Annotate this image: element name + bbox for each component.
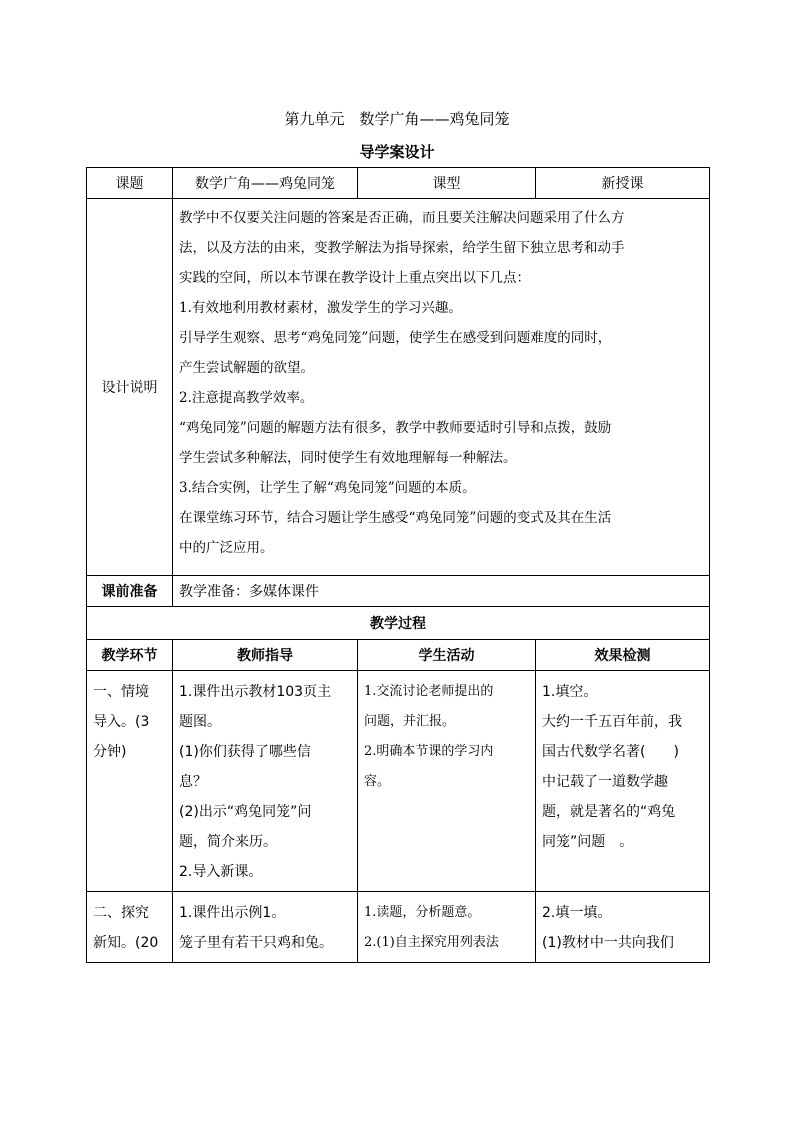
process-row — [87, 671, 710, 892]
lesson-plan-table — [86, 167, 710, 963]
teacher-line: 1.课件出示教材103页主 — [179, 684, 332, 700]
design-line: 产生尝试解题的欲望。 — [179, 360, 314, 376]
design-line: “鸡兔同笼”问题的解题方法有很多，教学中教师要适时引导和点拨，鼓励 — [179, 420, 612, 436]
student-cell — [358, 892, 536, 963]
header-row — [87, 168, 710, 199]
column-header-check: 效果检测 — [536, 640, 710, 671]
teacher-cell — [173, 892, 358, 963]
design-label: 设计说明 — [87, 199, 173, 576]
design-line: 实践的空间，所以本节课在教学设计上重点突出以下几点： — [179, 270, 530, 286]
stage-line: 新知。(20 — [93, 935, 159, 951]
design-line: 3.结合实例，让学生了解“鸡兔同笼”问题的本质。 — [179, 480, 476, 496]
check-line: 2.填一填。 — [542, 905, 612, 921]
stage-cell — [87, 671, 173, 892]
design-line: 法，以及方法的由来，变教学解法为指导探索，给学生留下独立思考和动手 — [179, 240, 625, 256]
check-cell — [536, 892, 710, 963]
design-row — [87, 199, 710, 576]
prep-row — [87, 576, 710, 607]
process-row — [87, 892, 710, 963]
column-header-stage: 教学环节 — [87, 640, 173, 671]
check-line: 同笼”问题 。 — [542, 834, 634, 850]
design-text — [173, 199, 710, 576]
stage-line: 分钟) — [93, 744, 127, 760]
check-line: 1.填空。 — [542, 684, 598, 700]
teacher-line: (2)出示“鸡兔同笼”问 — [179, 804, 312, 820]
topic-label: 课题 — [87, 168, 173, 199]
column-header-student: 学生活动 — [358, 640, 536, 671]
teacher-line: 2.导入新课。 — [179, 864, 263, 880]
teacher-line: (1)你们获得了哪些信 — [179, 744, 311, 760]
check-line: 题，就是著名的“鸡兔 — [542, 804, 676, 820]
student-cell — [358, 671, 536, 892]
topic-value: 数学广角——鸡兔同笼 — [173, 168, 358, 199]
type-value: 新授课 — [536, 168, 710, 199]
process-title-row — [87, 607, 710, 640]
prep-label: 课前准备 — [87, 576, 173, 607]
stage-line: 一、情境 — [93, 684, 149, 700]
check-cell — [536, 671, 710, 892]
student-line: 1.交流讨论老师提出的 — [364, 684, 494, 699]
document-subtitle: 导学案设计 — [359, 143, 435, 161]
teacher-line: 题图。 — [179, 714, 221, 730]
design-line: 引导学生观察、思考“鸡兔同笼”问题，使学生在感受到问题难度的同时， — [179, 330, 612, 346]
student-line: 1.读题，分析题意。 — [364, 905, 481, 920]
student-line: 问题，并汇报。 — [364, 714, 456, 729]
type-label: 课型 — [358, 168, 536, 199]
student-line: 2.明确本节课的学习内 — [364, 744, 494, 759]
design-line: 中的广泛应用。 — [179, 540, 274, 556]
teacher-line: 题，简介来历。 — [179, 834, 277, 850]
teacher-line: 笼子里有若干只鸡和兔。 — [179, 935, 333, 951]
design-line: 在课堂练习环节，结合习题让学生感受“鸡兔同笼”问题的变式及其在生活 — [179, 510, 612, 526]
check-line: 大约一千五百年前，我 — [542, 714, 682, 730]
student-line: 2.(1)自主探究用列表法 — [364, 935, 499, 950]
check-line: 国古代数学名著( ) — [542, 744, 679, 760]
design-line: 学生尝试多种解法，同时使学生有效地理解每一种解法。 — [179, 450, 517, 466]
teacher-line: 1.课件出示例1。 — [179, 905, 286, 921]
process-title: 教学过程 — [87, 607, 710, 640]
teacher-cell — [173, 671, 358, 892]
stage-line: 导入。(3 — [93, 714, 150, 730]
prep-value: 教学准备：多媒体课件 — [173, 576, 710, 607]
document-title: 第九单元 数学广角——鸡兔同笼 — [284, 110, 510, 128]
stage-cell — [87, 892, 173, 963]
design-line: 教学中不仅要关注问题的答案是否正确，而且要关注解决问题采用了什么方 — [179, 210, 625, 226]
student-line: 容。 — [364, 774, 391, 789]
column-header-teacher: 教师指导 — [173, 640, 358, 671]
design-line: 1.有效地利用教材素材，激发学生的学习兴趣。 — [179, 300, 462, 316]
teacher-line: 息？ — [179, 774, 207, 790]
stage-line: 二、探究 — [93, 905, 149, 921]
check-line: 中记载了一道数学趣 — [542, 774, 668, 790]
check-line: (1)教材中一共向我们 — [542, 935, 674, 951]
design-line: 2.注意提高教学效率。 — [179, 390, 314, 406]
process-header-row — [87, 640, 710, 671]
